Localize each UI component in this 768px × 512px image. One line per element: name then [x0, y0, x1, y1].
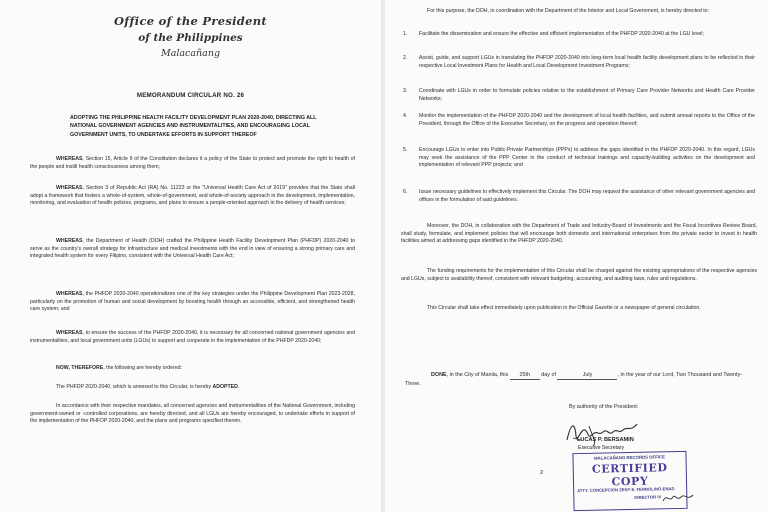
paragraph-text: This Circular shall take effect immediately upon publication in the Official Gazette or a newspaper of general circulation. [427, 305, 701, 311]
signatory-title: Executive Secretary [578, 445, 625, 451]
memo-number: MEMORANDUM CIRCULAR NO. 26 [136, 92, 245, 99]
page-number: 2 [540, 470, 544, 476]
lead-word: WHEREAS [56, 185, 83, 191]
lead-word: WHEREAS [56, 156, 83, 162]
initials-signature [661, 491, 697, 505]
lead-word: WHEREAS [56, 291, 83, 297]
whereas-paragraph-4 [30, 291, 355, 314]
directive-item-5 [403, 147, 755, 170]
letterhead-country: of the Philippines [138, 32, 243, 44]
item-text: Assist, guide, and support LGUs in translating the PHFDP 2020-2040 into long-term local health facility development plans to be reflected in their respective Local Investment Plans for Health and Local Development Investment Programs; [419, 55, 755, 69]
adoption-text: The PHFDP 2020-2040, which is annexed to this Circular, is hereby [56, 384, 213, 390]
whereas-paragraph-5 [30, 330, 355, 345]
done-text-2: day of [541, 372, 556, 378]
paragraph-text: , the PHFDP 2020-2040 operationalizes one of the key strategies under the Philippine Development Plan 2023-2028, particularly on the promotion of human and social development by boosting health through an accessible, efficient, and strengthened health care system; and [30, 291, 355, 313]
whereas-paragraph-2 [30, 185, 355, 208]
directive-item-2 [403, 55, 755, 70]
paragraph-text: The funding requirements for the implementation of this Circular shall be charged against the existing appropriations of the respective agencies and LGUs, subject to availability thereof, consistent with relevant budgeting, accounting, and auditing laws, rules and regulations. [401, 268, 757, 282]
stamp-attorney: ATTY. CONCEPCION ZENY E. FERROLINO-ENAD [577, 486, 675, 494]
stamp-certified-copy: CERTIFIED COPY [591, 461, 668, 489]
adoption-end: . [237, 384, 240, 390]
funding-paragraph [401, 268, 757, 283]
paragraph-text: In accordance with their respective mandates, all concerned agencies and instrumentalities of the National Government, including government-owned or -controlled corporations, are hereby directed, and all LGUs are hereby encouraged, to undertake efforts in support of the implementation of the PHFDP 2020-2040, and the plans and programs specified therein. [30, 403, 355, 425]
memo-title: ADOPTING THE PHILIPPINE HEALTH FACILITY DEVELOPMENT PLAN 2020-2040, DIRECTING ALL NATIONAL GOVERNMENT AGENCIES AND INSTRUMENTALITIES, AND ENCOURAGING LOCAL GOVERNMENT UNITS, TO UNDERTAKE EFFORTS IN SUPPORT THEREOF [70, 115, 317, 138]
stamp-office: MALACAÑANG RECORDS OFFICE [594, 454, 666, 461]
now-therefore-paragraph [30, 365, 355, 373]
purpose-intro [401, 8, 757, 16]
item-number: 3. [403, 88, 408, 94]
signatory-name: LUCAS P. BERSAMIN [577, 437, 634, 443]
lead-word: WHEREAS [56, 238, 83, 244]
paragraph-text: , to ensure the success of the PHFDP 2020-2040, it is necessary for all concerned national government agencies and instrumentalities, and local government units (LGUs) to support and cooperate in the implementation of the PHFDP 2020-2040; [30, 330, 355, 344]
adoption-paragraph [30, 384, 355, 392]
letterhead-office: Office of the President [113, 14, 267, 28]
whereas-paragraph-1 [30, 156, 355, 171]
item-text: Issue necessary guidelines to effectively implement this Circular. The DOH may request the assistance of other relevant government agencies and offices in the formulation of said guidelines. [419, 189, 755, 203]
done-day: 25th [510, 371, 540, 380]
done-word: DONE [431, 372, 447, 378]
mandate-paragraph [30, 403, 355, 426]
done-clause [405, 371, 755, 388]
signature-image [563, 418, 643, 448]
item-text: Encourage LGUs to enter into Public-Private Partnerships (PPPs) to address the gaps identified in the PHFDP 2020-2040. In this regard, LGUs may seek the assistance of the PPP Center in the conduct of technical trainings and capacity-building activities on the development and implementation of relevant PPP projects; and [419, 147, 755, 169]
directive-item-6 [403, 189, 755, 204]
paragraph-text: , the following are hereby ordered: [103, 365, 182, 371]
paragraph-text: , Section 15, Article II of the Constitution declares it a policy of the State to protect and promote the right to health of the people and instill health consciousness among them; [30, 156, 355, 170]
page-2 [385, 0, 768, 512]
whereas-paragraph-3 [30, 238, 355, 261]
item-text: Monitor the implementation of the PHFDP 2020-2040 and the development of local health facilities, and submit annual reports to the Office of the President, through the Office of the Executive Secretary, on the progress and operation thereof; [419, 113, 755, 127]
letterhead-palace: Malacañang [160, 48, 221, 59]
moreover-paragraph [401, 223, 757, 246]
item-number: 4. [403, 113, 408, 119]
directive-item-1 [403, 31, 755, 39]
item-number: 6. [403, 189, 408, 195]
directive-item-4 [403, 113, 755, 128]
item-number: 2. [403, 55, 408, 61]
paragraph-text: , Section 3 of Republic Act (RA) No. 11223 or the "Universal Health Care Act of 2019" provides that the State shall adopt a framework that fosters a whole-of-system, whole-of-government, and whole-of-society approach in the development, implementation, monitoring, and evaluation of health policies, programs, and plans to ensure a people-oriented approach in the delivery of health services; [30, 185, 355, 207]
item-text: Facilitate the dissemination and ensure the effective and efficient implementation of the PHFDP 2020-2040 at the LGU level; [419, 31, 704, 37]
paragraph-text: For this purpose, the DOH, in coordination with the Department of the Interior and Local Government, is hereby directed to: [427, 8, 709, 14]
done-text-3: , in the year of our Lord, Two Thousand and Twenty-Three. [405, 372, 743, 387]
effectivity-paragraph [401, 305, 757, 313]
item-number: 1. [403, 31, 408, 37]
lead-word: WHEREAS [56, 330, 83, 336]
authority-line: By authority of the President: [569, 404, 639, 410]
item-number: 5. [403, 147, 408, 153]
page-1 [0, 0, 381, 512]
paragraph-text: Moreover, the DOH, in collaboration with the Department of Trade and Industry-Board of Investments and the Fiscal Incentives Review Board, shall study, formulate, and implement policies that will encourage both domestic and international enterprises from the private sector to invest in health facilities aimed at addressing gaps identified in the PHFDP 2020-2040. [401, 223, 757, 245]
item-text: Coordinate with LGUs in order to formulate policies relative to the establishment of Primary Care Provider Networks and Health Care Provider Networks; [419, 88, 755, 102]
stamp-director: DIRECTOR IV [634, 494, 662, 500]
adopted-word: ADOPTED [212, 384, 238, 390]
paragraph-text: , the Department of Health (DOH) crafted the Philippine Health Facility Development Plan (PHFDP) 2020-2040 to serve as the country's overall strategy for infrastructure and medical investments with the end in view of ensuring a strong primary care and integrated health system for every Filipino, consistent with the Universal Health Care Act; [30, 238, 355, 260]
done-text-1: , in the City of Manila, this [446, 372, 509, 378]
directive-item-3 [403, 88, 755, 103]
done-month: July [557, 371, 617, 380]
lead-word: NOW, THEREFORE [56, 365, 104, 371]
